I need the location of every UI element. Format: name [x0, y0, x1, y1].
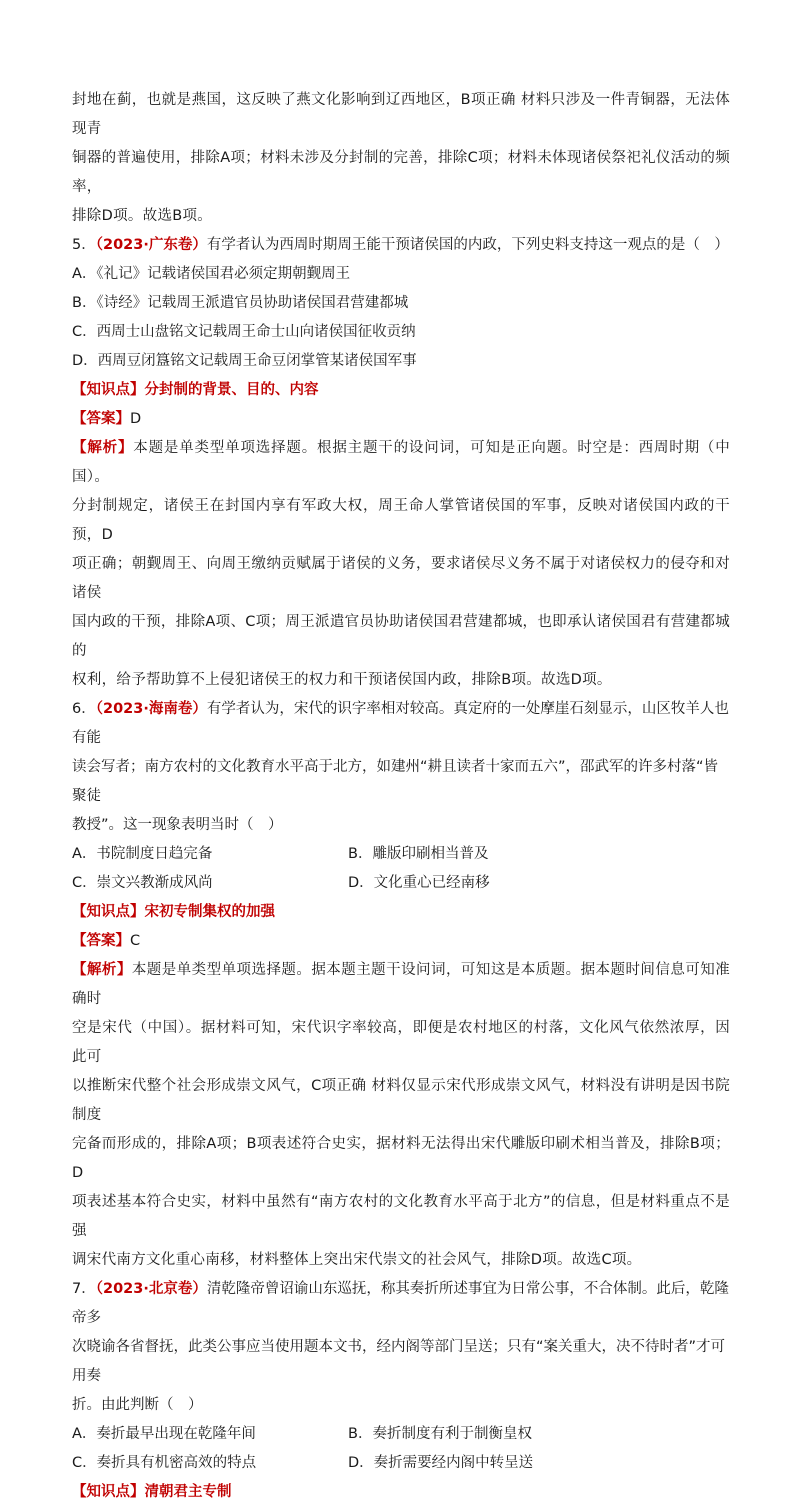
- question-text: 有学者认为，宋代的识字率相对较高。真定府的一处摩崖石刻显示，山区牧羊人也有能: [72, 701, 729, 746]
- question-text: 清乾隆帝曾诏谕山东巡抚，称其奏折所述事宜为日常公事，不合体制。此后，乾隆帝多: [72, 1281, 729, 1326]
- option-a: A．奏折最早出现在乾隆年间: [72, 1426, 256, 1442]
- analysis-line: 国内政的干预，排除A项、C项；周王派遣官员协助诸侯国君营建都城，也即承认诸侯国君有营建都城的: [72, 614, 730, 659]
- knowledge-point-label: 【知识点】: [72, 904, 145, 920]
- question-number: 7．: [72, 1281, 96, 1297]
- question-7: [72, 1275, 730, 1507]
- question-text-line: 次晓谕各省督抚，此类公事应当使用题本文书，经内阁等部门呈送；只有“案关重大，决不待时者”才可用奏: [72, 1339, 726, 1384]
- analysis-line: 权利，给予帮助算不上侵犯诸侯王的权力和干预诸侯国内政，排除B项。故选D项。: [72, 672, 612, 688]
- option-d: D．文化重心已经南移: [348, 875, 490, 891]
- analysis-line: 以推断宋代整个社会形成崇文风气，C项正确 材料仅显示宋代形成崇文风气，材料没有讲明是因书院制度: [72, 1078, 730, 1123]
- analysis-text: 本题是单类型单项选择题。根据主题干的设问词，可知是正向题。时空是：西周时期（中国）。: [72, 440, 730, 485]
- option-a: A．书院制度日趋完备: [72, 846, 213, 862]
- question-source: （2023·北京卷）: [95, 1281, 207, 1297]
- knowledge-point-text: 宋初专制集权的加强: [144, 904, 275, 920]
- intro-line: 铜器的普遍使用，排除A项；材料未涉及分封制的完善，排除C项；材料未体现诸侯祭祀礼仪活动的频率，: [72, 150, 730, 195]
- question-source: （2023·广东卷）: [95, 237, 207, 253]
- question-text-line: 教授”。这一现象表明当时（ ）: [72, 817, 283, 833]
- question-source: （2023·海南卷）: [95, 701, 207, 717]
- analysis-line: 完备而形成的，排除A项；B项表述符合史实，据材料无法得出宋代雕版印刷术相当普及，排除B项；D: [72, 1136, 730, 1181]
- knowledge-point-text: 分封制的背景、目的、内容: [144, 382, 319, 398]
- analysis-line: 空是宋代（中国）。据材料可知，宋代识字率较高，即便是农村地区的村落，文化风气依然浓厚，因此可: [72, 1020, 730, 1065]
- answer-value: D: [130, 411, 142, 427]
- option-c: C．西周士山盘铭文记载周王命士山向诸侯国征收贡纳: [72, 324, 416, 340]
- question-text-line: 读会写者；南方农村的文化教育水平高于北方，如建州“耕且读者十家而五六”，邵武军的许多村落“皆聚徒: [72, 759, 719, 804]
- option-c: C．奏折具有机密高效的特点: [72, 1455, 257, 1471]
- option-d: D．奏折需要经内阁中转呈送: [348, 1455, 534, 1471]
- option-a: A．《礼记》记载诸侯国君必须定期朝觐周王: [72, 266, 351, 282]
- question-number: 5．: [72, 237, 96, 253]
- option-d: D．西周豆闭簋铭文记载周王命豆闭掌管某诸侯国军事: [72, 353, 417, 369]
- analysis-line: 调宋代南方文化重心南移，材料整体上突出宋代崇文的社会风气，排除D项。故选C项。: [72, 1252, 642, 1268]
- question-5-stem: [72, 231, 730, 260]
- analysis-text: 本题是单类型单项选择题。据本题主题干设问词，可知这是本质题。据本题时间信息可知准确时: [72, 962, 731, 1007]
- analysis: [72, 434, 730, 695]
- analysis-line: 项表述基本符合史实，材料中虽然有“南方农村的文化教育水平高于北方”的信息，但是材料重点不是强: [72, 1194, 730, 1239]
- knowledge-point: [72, 898, 730, 927]
- analysis-line: [72, 434, 730, 492]
- analysis-label: 【解析】: [72, 440, 134, 456]
- option-b: B．雕版印刷相当普及: [348, 846, 489, 862]
- intro-line: 排除D项。故选B项。: [72, 208, 213, 224]
- question-6-stem: [72, 695, 730, 753]
- intro-line: 封地在蓟，也就是燕国，这反映了燕文化影响到辽西地区，B项正确 材料只涉及一件青铜器，无法体现青: [72, 92, 730, 137]
- knowledge-point-text: 清朝君主专制: [144, 1484, 232, 1500]
- knowledge-point-label: 【知识点】: [72, 382, 145, 398]
- option-b: B．奏折制度有利于制衡皇权: [348, 1426, 532, 1442]
- question-7-stem: [72, 1275, 730, 1333]
- options-row: [72, 840, 730, 869]
- answer: [72, 927, 730, 956]
- option-c: C．崇文兴教渐成风尚: [72, 875, 213, 891]
- knowledge-point: [72, 1478, 730, 1507]
- question-number: 6．: [72, 701, 96, 717]
- analysis-line: 分封制规定，诸侯王在封国内享有军政大权，周王命人掌管诸侯国的军事，反映对诸侯国内政的干预，D: [72, 498, 730, 543]
- answer: [72, 405, 730, 434]
- analysis-label: 【解析】: [72, 962, 132, 978]
- options-row: [72, 1420, 730, 1449]
- option-b: B．《诗经》记载周王派遣官员协助诸侯国君营建都城: [72, 295, 409, 311]
- question-6: [72, 695, 730, 1275]
- knowledge-point-label: 【知识点】: [72, 1484, 145, 1500]
- options-row: [72, 1449, 730, 1478]
- analysis: [72, 956, 730, 1275]
- question-text-line: 折。由此判断（ ）: [72, 1397, 203, 1413]
- options-row: [72, 869, 730, 898]
- intro-paragraph: [72, 86, 730, 231]
- analysis-line: 项正确；朝觐周王、向周王缴纳贡赋属于诸侯的义务，要求诸侯尽义务不属于对诸侯权力的侵夺和对诸侯: [72, 556, 730, 601]
- answer-value: C: [130, 933, 141, 949]
- knowledge-point: [72, 376, 730, 405]
- analysis-line: [72, 956, 730, 1014]
- question-5: [72, 231, 730, 695]
- answer-label: 【答案】: [72, 411, 130, 427]
- answer-label: 【答案】: [72, 933, 130, 949]
- question-text: 有学者认为西周时期周王能干预诸侯国的内政，下列史料支持这一观点的是（ ）: [206, 237, 729, 253]
